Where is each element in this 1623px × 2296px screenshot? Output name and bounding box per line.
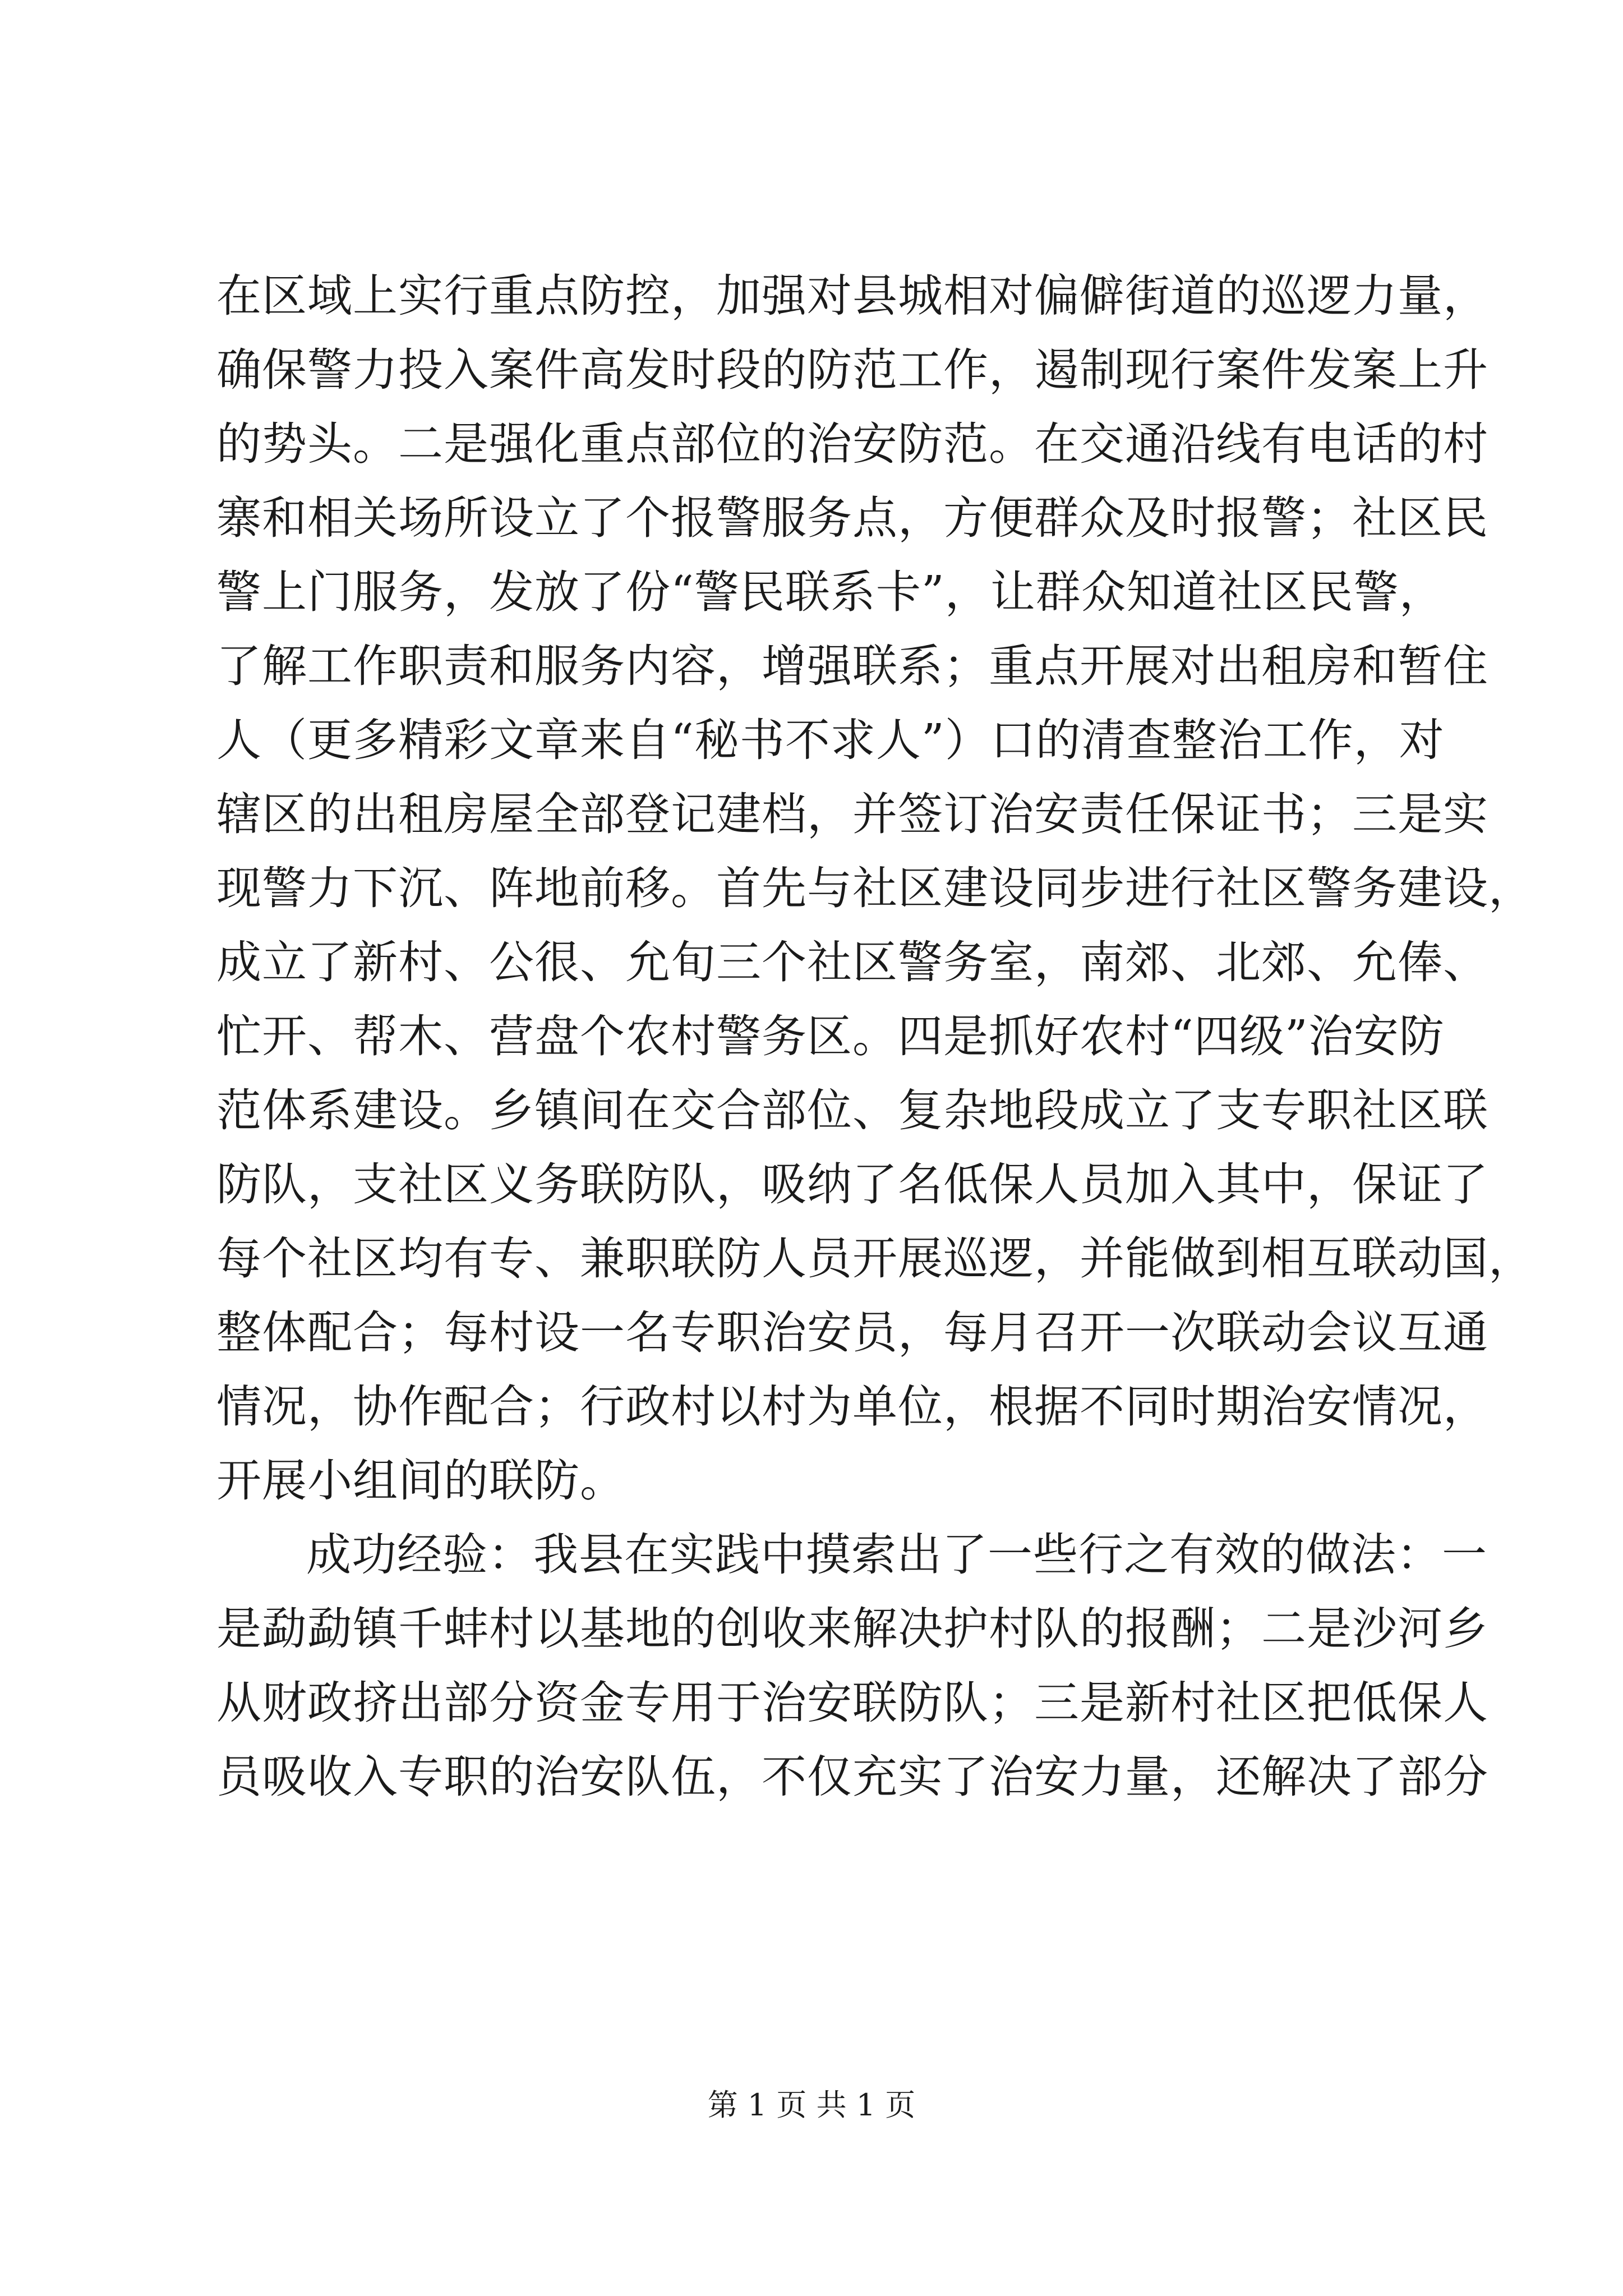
page-number: 第 1 页 共 1 页 <box>707 2087 916 2123</box>
text-line: 情况，协作配合；行政村以村为单位，根据不同时期治安情况， <box>216 1381 1488 1433</box>
text-line: 每个社区均有专、兼职联防人员开展巡逻，并能做到相互联动国， <box>216 1232 1534 1285</box>
text-line: 防队，支社区义务联防队，吸纳了名低保人员加入其中，保证了 <box>216 1158 1488 1211</box>
text-line: 辖区的出租房屋全部登记建档，并签订治安责任保证书；三是实 <box>216 788 1488 840</box>
body-text <box>216 259 1534 1814</box>
text-line: 从财政挤出部分资金专用于治安联防队；三是新村社区把低保人 <box>216 1677 1488 1729</box>
text-line: 确保警力投入案件高发时段的防范工作，遏制现行案件发案上升 <box>216 344 1488 396</box>
text-line: 的势头。二是强化重点部位的治安防范。在交通沿线有电话的村 <box>216 418 1488 470</box>
text-line: 忙开、帮木、营盘个农村警务区。四是抓好农村“四级”治安防 <box>216 1010 1445 1062</box>
text-line: 开展小组间的联防。 <box>216 1455 625 1507</box>
text-line: 了解工作职责和服务内容，增强联系；重点开展对出租房和暂住 <box>216 640 1488 692</box>
text-line: 寨和相关场所设立了个报警服务点，方便群众及时报警；社区民 <box>216 492 1488 544</box>
text-line: 范体系建设。乡镇间在交合部位、复杂地段成立了支专职社区联 <box>216 1084 1488 1137</box>
text-line: 员吸收入专职的治安队伍，不仅充实了治安力量，还解决了部分 <box>216 1751 1488 1803</box>
text-line: 警上门服务，发放了份“警民联系卡”，让群众知道社区民警， <box>216 566 1445 618</box>
text-line: 现警力下沉、阵地前移。首先与社区建设同步进行社区警务建设， <box>216 862 1534 914</box>
page-footer <box>0 2086 1623 2125</box>
text-line: 人（更多精彩文章来自“秘书不求人”）口的清查整治工作，对 <box>216 714 1445 766</box>
text-line: 是勐勐镇千蚌村以基地的创收来解决护村队的报酬；二是沙河乡 <box>216 1603 1488 1655</box>
text-line: 在区域上实行重点防控，加强对县城相对偏僻街道的巡逻力量， <box>216 270 1488 322</box>
text-line: 成功经验：我县在实践中摸索出了一些行之有效的做法：一 <box>306 1529 1487 1581</box>
text-line: 成立了新村、公很、允旬三个社区警务室，南郊、北郊、允俸、 <box>216 936 1488 988</box>
text-line: 整体配合；每村设一名专职治安员，每月召开一次联动会议互通 <box>216 1306 1488 1359</box>
